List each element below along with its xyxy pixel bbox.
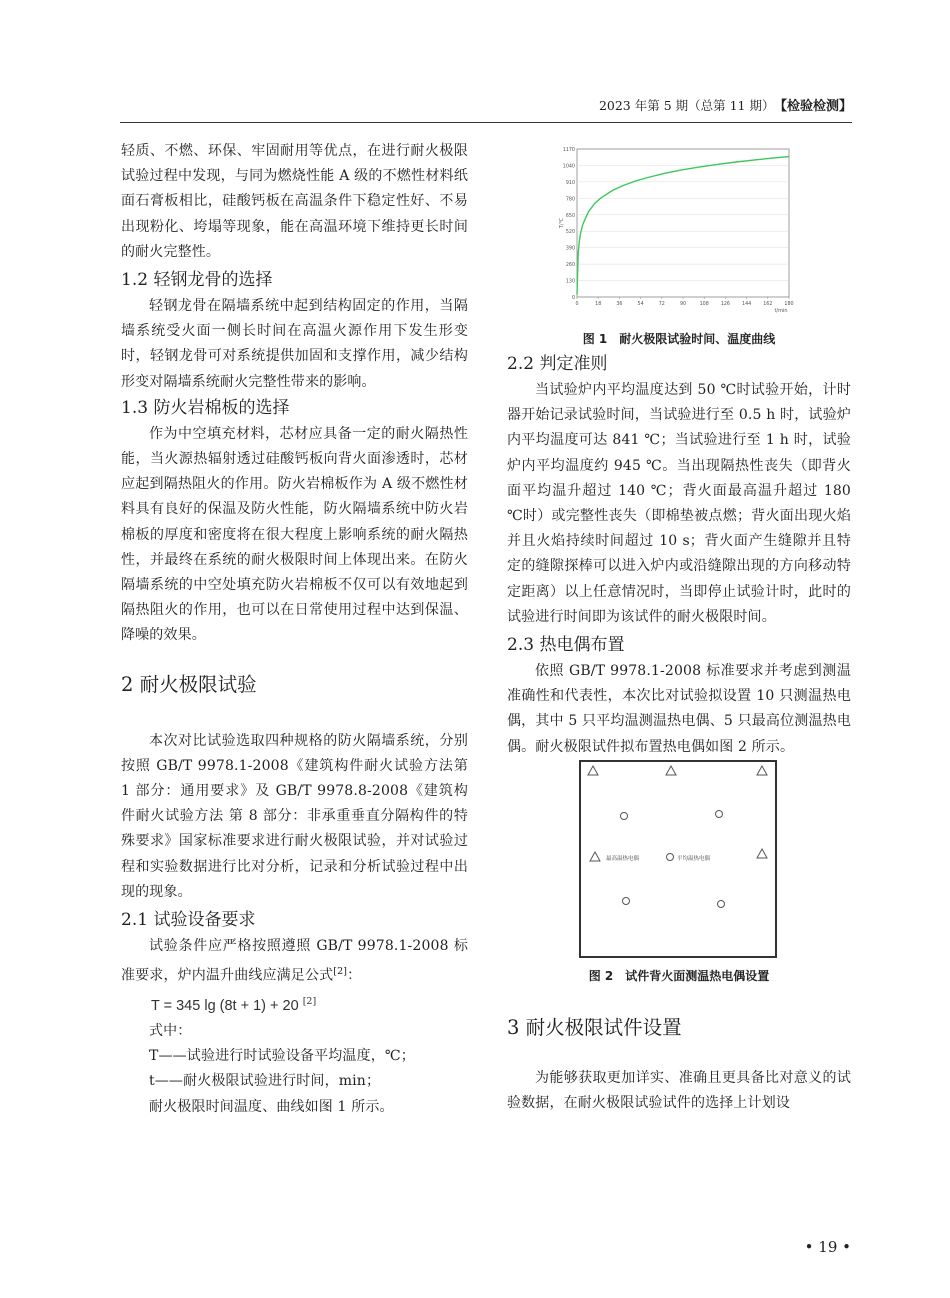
y-tick-label: 0: [571, 296, 575, 301]
x-tick-label: 162: [763, 302, 773, 307]
max-thermocouple-legend-icon: [590, 852, 600, 861]
paragraph-2-1-colon: ：: [347, 967, 362, 984]
intro-paragraph: 轻质、不燃、环保、牢固耐用等优点，在进行耐火极限试验过程中发现，与同为燃烧性能 A 级的不燃性材料纸面石膏板相比，硅酸钙板在高温条件下稳定性好、不易出现粉化、垮塌等现象，能在高温环境下维持更长时间的耐火完整性。: [121, 143, 468, 260]
y-tick-label: 390: [565, 246, 575, 252]
heading-2: 2 耐火极限试验: [121, 672, 257, 696]
heading-2-2: 2.2 判定准则: [507, 354, 608, 374]
figure-2-caption: 图 2 试件背火面测温热电偶设置: [588, 968, 770, 983]
figure-1-reference: 耐火极限时间温度、曲线如图 1 所示。: [149, 1098, 394, 1115]
x-tick-label: 72: [658, 302, 665, 307]
legend-max-label: 最高温热电偶: [606, 855, 640, 862]
formula-expression: T = 345 lg (8t + 1) + 20: [151, 997, 299, 1014]
paragraph-2-1: [121, 934, 468, 989]
x-axis-label: t/min: [774, 308, 788, 314]
temperature-series-line: [577, 157, 789, 295]
definition-t: t——耐火极限试验进行时间，min；: [149, 1073, 381, 1090]
y-tick-label: 130: [565, 279, 575, 285]
x-tick-label: 180: [784, 302, 794, 307]
formula-citation: [2]: [302, 996, 317, 1008]
y-tick-label: 780: [565, 197, 575, 203]
y-tick-label: 1040: [562, 164, 575, 170]
figure-1-chart: [555, 143, 799, 315]
x-tick-label: 0: [575, 302, 579, 307]
heading-1-2: 1.2 轻钢龙骨的选择: [121, 270, 273, 291]
paragraph-1-3: 作为中空填充材料，芯材应具备一定的耐火隔热性能，当火源热辐射透过硅酸钙板向背火面渗透时，芯材应起到隔热阻火的作用。防火岩棉板作为 A 级不燃性材料具有良好的保温及防火性能，防火隔墙系统中防火岩棉板的厚度和密度将在很大程度上影响系统的耐火隔热性，并最终在系统的耐火极限时间上体现出来。在防火隔墙系统的中空处填充防火岩棉板不仅可以有效地起到隔热阻火的作用，也可以在日常使用过程中达到保温、降噪的效果。: [121, 425, 468, 644]
max-thermocouple-1: [588, 766, 598, 775]
left-column: [121, 139, 468, 1120]
definition-T: T——试验进行时试验设备平均温度，℃；: [149, 1048, 415, 1065]
x-tick-label: 126: [720, 302, 730, 307]
page-number: • 19 •: [804, 1238, 851, 1256]
citation-ref: [2]: [333, 966, 348, 978]
figure-2-thermocouple-layout: [579, 760, 779, 960]
heading-1-3: 1.3 防火岩棉板的选择: [121, 397, 290, 418]
formula: [121, 989, 468, 1019]
heading-2-3: 2.3 热电偶布置: [507, 635, 625, 656]
issue-label: 2023 年第 5 期（总第 11 期）: [598, 98, 775, 113]
y-axis-label: T/℃: [559, 217, 565, 229]
figure-1-caption: 图 1 耐火极限试验时间、温度曲线: [582, 332, 776, 346]
x-tick-label: 90: [679, 302, 687, 307]
running-header: [120, 96, 852, 123]
avg-thermocouple-4: [718, 900, 725, 907]
right-column: [507, 143, 851, 1116]
paragraph-2: 本次对比试验选取四种规格的防火隔墙系统，分别按照 GB/T 9978.1-2008《建筑构件耐火试验方法第 1 部分：通用要求》及 GB/T 9978.8-2008《建筑构件耐火试验方法 第 8 部分：非承重垂直分隔构件的特殊要求》国家标准要求进行耐火极限试验，并对试验过程和实验数据进行比对分析，记录和分析试验过程中出现的现象。: [121, 732, 468, 900]
x-tick-label: 144: [742, 302, 752, 307]
avg-thermocouple-2: [716, 810, 723, 817]
paragraph-2-1-text: 试验条件应严格按照遵照 GB/T 9978.1-2008 标准要求，炉内温升曲线应满足公式: [121, 938, 468, 984]
paragraph-3: 为能够获取更加详实、准确且更具备比对意义的试验数据，在耐火极限试验试件的选择上计划设: [507, 1069, 851, 1112]
section-label: 【检验检测】: [780, 99, 852, 114]
paragraph-2-2: 当试验炉内平均温度达到 50 ℃时试验开始，计时器开始记录试验时间，当试验进行至 0.5 h 时，试验炉内平均温度可达 841 ℃；当试验进行至 1 h 时，试验炉内平均温度约 945 ℃。当出现隔热性丧失（即背火面平均温升超过 140 ℃；背火面最高温升超过 180 ℃时）或完整性丧失（即棉垫被点燃；背火面出现火焰并且火焰持续时间超过 10 s；背火面产生缝隙并且特定的缝隙探棒可以进入炉内或沿缝隙出现的方向移动特定距离）以上任意情况时，当即停止试验计时，此时的试验进行时间即为该试件的耐火极限时间。: [507, 382, 851, 625]
paragraph-1-2: 轻钢龙骨在隔墙系统中起到结构固定的作用，当隔墙系统受火面一侧长时间在高温火源作用下发生形变时，轻钢龙骨可对系统提供加固和支撑作用，减少结构形变对隔墙系统耐火完整性带来的影响。: [121, 298, 468, 390]
y-tick-label: 650: [565, 213, 575, 219]
x-tick-label: 18: [595, 302, 602, 307]
max-thermocouple-2: [666, 766, 676, 775]
heading-2-1: 2.1 试验设备要求: [121, 910, 256, 931]
max-thermocouple-4: [757, 849, 767, 858]
avg-thermocouple-1: [621, 812, 628, 819]
y-tick-label: 1170: [562, 148, 575, 153]
where-label: 式中：: [149, 1022, 192, 1039]
x-tick-label: 54: [637, 302, 644, 307]
paragraph-2-3: 依照 GB/T 9978.1-2008 标准要求并考虑到测温准确性和代表性，本次比对试验拟设置 10 只测温热电偶，其中 5 只平均温测温热电偶、5 只最高位测温热电偶。耐火极限试件拟布置热电偶如图 2 所示。: [507, 663, 851, 755]
x-tick-label: 108: [699, 302, 709, 307]
y-tick-label: 260: [565, 263, 575, 269]
heading-3: 3 耐火极限试件设置: [507, 1015, 682, 1039]
avg-thermocouple-3: [623, 897, 630, 904]
legend-avg-label: 平均温热电偶: [677, 855, 711, 862]
y-tick-label: 520: [565, 230, 575, 236]
plot-area: [577, 149, 789, 297]
max-thermocouple-3: [757, 766, 767, 775]
x-tick-label: 36: [616, 302, 623, 307]
y-tick-label: 910: [565, 180, 575, 186]
avg-thermocouple-legend-icon: [667, 853, 674, 860]
